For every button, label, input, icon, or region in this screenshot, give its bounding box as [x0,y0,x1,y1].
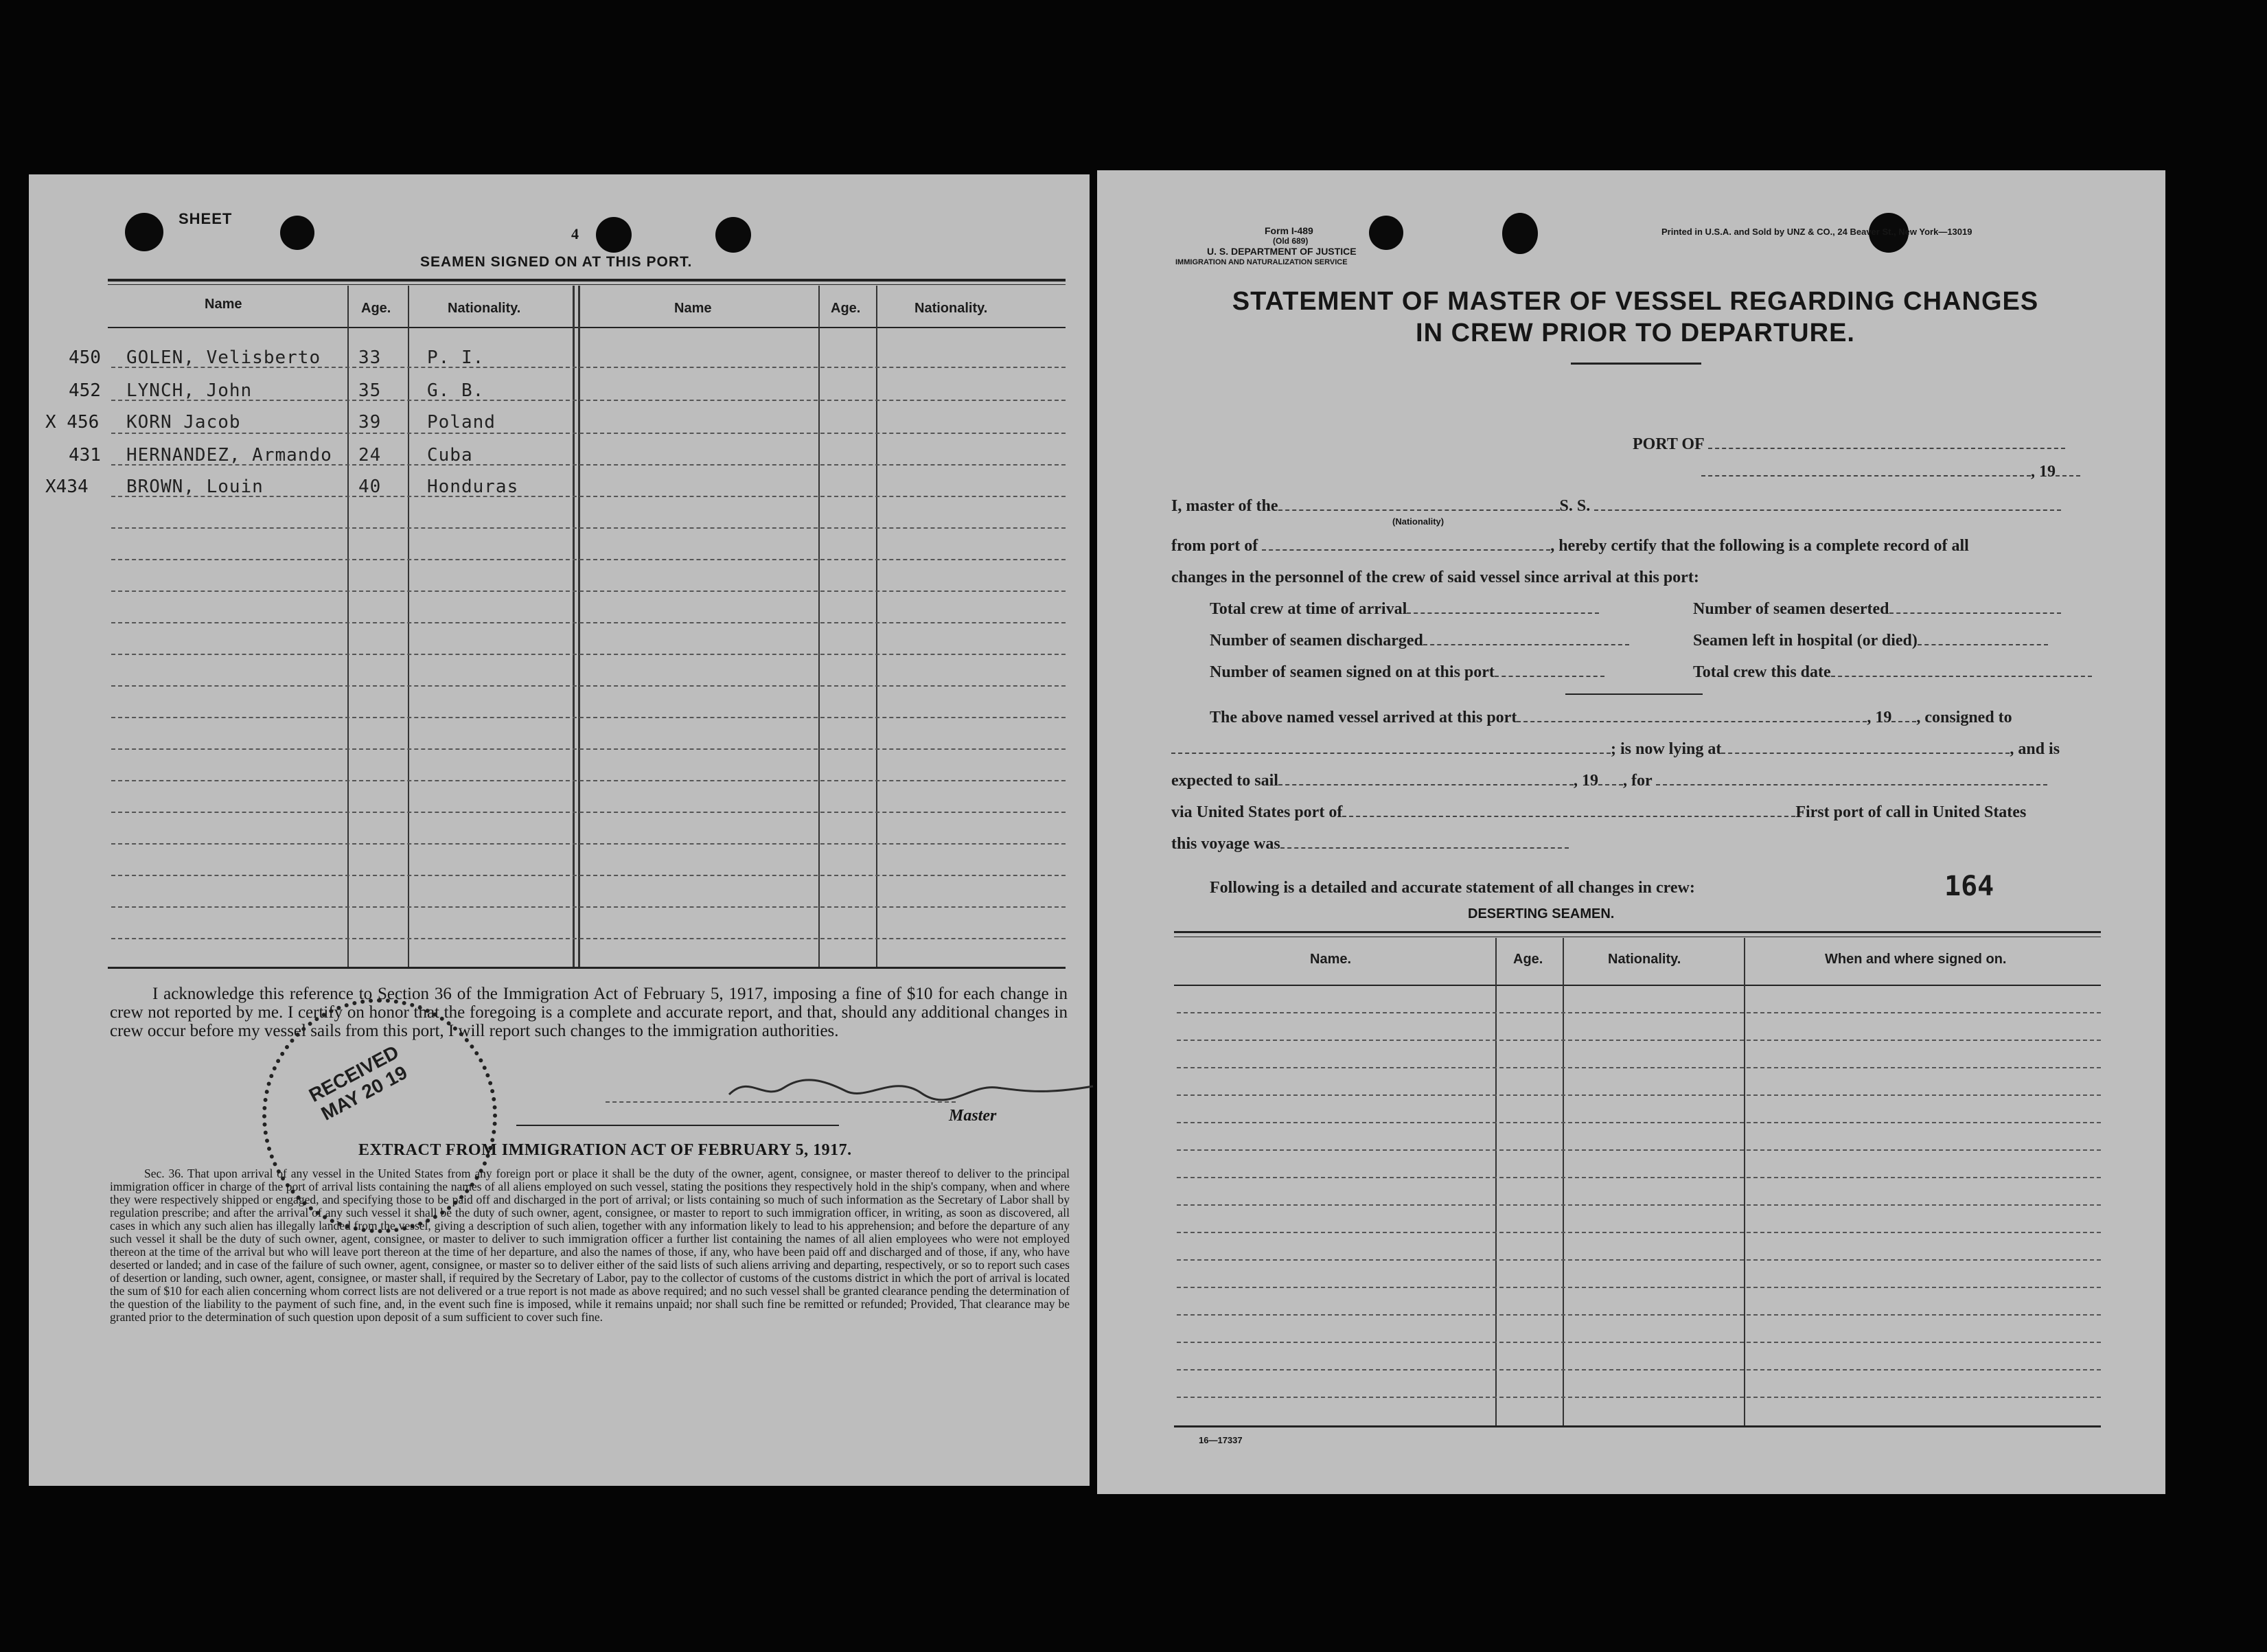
punch-hole [1502,213,1538,254]
column-header: When and where signed on. [1825,952,2007,967]
via-us-port-label: via United States port of [1171,803,1343,821]
row-margin-number: 452 [69,380,101,401]
row-rule [1177,1259,2101,1261]
row-rule [111,812,1066,813]
master-of-text: I, master of the [1171,497,1278,515]
title-underline [1571,363,1701,365]
master-of-line [1171,497,2061,516]
service-name: IMMIGRATION AND NATURALIZATION SERVICE [1175,258,1348,266]
number-signed-on-line [1210,663,1604,682]
row-rule [1177,1012,2101,1013]
column-header: Name [205,297,242,312]
arrived-line: The above named vessel arrived at this port , 19 , consigned to [1210,709,2012,726]
total-crew-date-label: Total crew this date [1693,663,1831,681]
section-rule [1565,693,1703,695]
year-prefix: 19 [1875,709,1892,726]
table-top-rule [108,284,1066,285]
table-bottom-rule [108,967,1066,969]
ss-text: S. S. [1559,497,1591,515]
crew-nationality: Cuba [427,445,473,466]
and-is-label: , and is [2010,740,2060,758]
crew-age: 39 [358,412,382,433]
number-discharged-label: Number of seamen discharged [1210,632,1423,650]
column-header: Age. [1513,952,1543,967]
left-page [29,174,1090,1486]
row-rule [1177,1149,2101,1151]
from-port-text: from port of [1171,537,1258,555]
sail-date-field[interactable] [1278,775,1574,785]
row-rule [1177,1314,2101,1316]
year-prefix: 19 [1581,772,1598,790]
master-signature-line [606,1101,956,1103]
row-rule [1177,1397,2101,1398]
form-title-line1: STATEMENT OF MASTER OF VESSEL REGARDING CHANGES [1232,287,2039,316]
crew-nationality: P. I. [427,347,485,368]
number-discharged-field[interactable] [1423,634,1629,645]
from-port-line [1171,537,1969,555]
destination-field[interactable] [1656,775,2047,785]
column-divider [573,286,575,967]
row-rule [1177,1040,2101,1041]
department-name: U. S. DEPARTMENT OF JUSTICE [1207,246,1357,257]
form-title-line2: IN CREW PRIOR TO DEPARTURE. [1416,319,1855,347]
crew-name: KORN Jacob [126,412,241,433]
row-rule [1177,1177,2101,1178]
row-rule [111,748,1066,750]
table-header-rule [108,327,1066,328]
row-rule [111,780,1066,781]
row-rule [111,527,1066,529]
this-voyage-label: this voyage was [1171,835,1280,853]
column-header: Name [674,301,712,316]
port-of-field[interactable] [1708,438,2065,449]
left-hospital-line [1693,632,2048,650]
row-rule [111,433,1066,434]
lying-at-field[interactable] [1721,743,2010,754]
row-margin-number: X434 [45,477,89,497]
row-margin-number: 450 [69,347,101,368]
row-rule [1177,1094,2101,1096]
total-crew-arrival-line [1210,600,1599,619]
row-rule [1177,1204,2101,1206]
year-field[interactable] [2056,466,2080,477]
via-port-line [1171,803,2026,822]
year-field[interactable] [1598,775,1623,785]
column-divider [1744,938,1745,1425]
column-header: Nationality. [448,301,521,316]
date-field[interactable] [1701,466,2031,477]
desert-table-header-rule [1174,985,2101,986]
crew-age: 24 [358,445,382,466]
master-label: Master [949,1107,997,1125]
desert-table-bottom [1174,1425,2101,1427]
right-page [1097,170,2165,1494]
certify-text: , hereby certify that the following is a complete record of all [1550,537,1969,555]
column-header: Age. [831,301,861,316]
row-rule [111,938,1066,939]
sheet-label: SHEET [179,210,233,227]
expected-to-sail-label: expected to sail [1171,772,1278,790]
crew-name: HERNANDEZ, Armando [126,445,332,466]
port-of-label [1633,435,2065,454]
punch-hole [596,217,632,253]
form-old-number: (Old 689) [1273,236,1309,246]
arrived-label: The above named vessel arrived at this port [1210,709,1517,726]
extract-body: Sec. 36. That upon arrival of any vessel in the United States from any foreign port or place it shall be the duty of the owner, agent, consignee, or master thereof to deliver to the principal immigration officer in charge of the port of arrival lists containing the names of all aliens employed on such vessel, stating the positions they respectively hold in the ship's company, when and where they were respectively shipped or engaged, and specifying those to be paid off and discharged in the port of arrival; or lists containing so much of such information as the Secretary of Labor shall by regulation prescribe; and after the arrival of any such vessel it shall be the duty of such owner, agent, consignee, or master to report to such immigration officer, in writing, as soon as discovered, all cases in which any such alien has illegally landed from the vessel, giving a description of such alien, together with any information likely to lead to his apprehension; and before the departure of any such vessel it shall be the duty of such owner, agent, consignee, or master to deliver to such immigration officer a further list containing the names of all alien employees who were not employed thereon at the time of the arrival but who will leave port thereon at the time of her departure, and also the names of those, if any, who have been paid off and discharged and of those, if any, who have deserted or landed; and in case of the failure of such owner, agent, consignee, or master so to deliver either of the said lists of such aliens arriving and departing, respectively, or so to report such cases of desertion or landing, such owner, agent, consignee, or master shall, if required by the Secretary of Labor, pay to the collector of customs of the customs district in which the port of arrival is located the sum of $10 for each alien concerning whom correct lists are not delivered or a true report is not made as above required; and no such vessel shall be granted clearance pending the determination of the question of the liability to the payment of such fine, and, in the event such fine is imposed, while it remains unpaid; nor shall such fine be remitted or refunded; Provided, That clearance may be granted prior to the determination of such question upon deposit of a sum sufficient to cover such fine. [110,1167,1070,1324]
row-rule [111,906,1066,908]
punch-hole [1369,216,1403,250]
total-crew-arrival-field[interactable] [1407,603,1599,614]
left-hospital-label: Seamen left in hospital (or died) [1693,632,1918,650]
total-crew-date-line [1693,663,2092,682]
row-rule [1177,1067,2101,1068]
crew-name: GOLEN, Velisberto [126,347,321,368]
punch-hole [715,217,751,253]
lying-at-line [1171,740,2060,759]
deserting-seamen-title: DESERTING SEAMEN. [1468,906,1615,921]
row-rule [1177,1122,2101,1123]
column-header: Age. [361,301,391,316]
number-deserted-line [1693,600,2061,619]
nationality-field[interactable] [1278,500,1560,511]
column-divider [1563,938,1564,1425]
extract-title: EXTRACT FROM IMMIGRATION ACT OF FEBRUARY 5, 1917. [358,1141,852,1159]
changes-line: changes in the personnel of the crew of said vessel since arrival at this port: [1171,569,1699,586]
crew-age: 40 [358,477,382,497]
row-rule [1177,1287,2101,1288]
row-rule [111,843,1066,845]
punch-hole [280,216,314,250]
crew-name: LYNCH, John [126,380,253,401]
following-line: Following is a detailed and accurate statement of all changes in crew: [1210,879,1695,897]
column-divider [578,286,580,967]
footer-code: 16—17337 [1199,1435,1243,1445]
row-rule [1177,1342,2101,1343]
extract-rule [516,1125,839,1126]
total-crew-date-field[interactable] [1831,666,2092,677]
row-rule [111,685,1066,687]
row-rule [111,400,1066,401]
crew-nationality: Honduras [427,477,519,497]
row-margin-number: X 456 [45,412,100,433]
now-lying-at-label: ; is now lying at [1611,740,1722,758]
first-port-label: First port of call in United States [1795,803,2027,821]
punch-hole [125,213,163,251]
page-number: 4 [571,225,579,242]
stamp-text: RECEIVED MAY 20 19 [305,1041,411,1125]
row-rule [111,622,1066,623]
number-deserted-field[interactable] [1889,603,2061,614]
voyage-line [1171,835,1569,853]
from-port-field[interactable] [1262,540,1550,551]
vessel-name-field[interactable] [1594,500,2061,511]
row-rule [111,717,1066,718]
date-line: , 19 [1701,463,2080,481]
number-signed-on-label: Number of seamen signed on at this port [1210,663,1495,681]
total-crew-arrival-label: Total crew at time of arrival [1210,600,1407,618]
number-discharged-line [1210,632,1629,650]
column-divider [818,286,820,967]
row-rule [1177,1232,2101,1233]
printer-line: Printed in U.S.A. and Sold by UNZ & CO., 24 Beaver St., New York—13019 [1661,227,1972,237]
port-of-text: PORT OF [1633,435,1704,453]
column-divider [408,286,409,967]
stamped-number: 164 [1944,871,1994,902]
column-header: Name. [1310,952,1352,967]
year-field[interactable] [1891,711,1916,722]
consignee-field[interactable] [1171,743,1611,754]
column-header: Nationality. [914,301,988,316]
crew-nationality: G. B. [427,380,485,401]
form-number: Form I-489 [1265,225,1313,236]
row-rule [111,590,1066,592]
left-page-title: SEAMEN SIGNED ON AT THIS PORT. [420,254,693,270]
row-rule [111,559,1066,560]
column-divider [876,286,877,967]
number-deserted-label: Number of seamen deserted [1693,600,1889,618]
left-hospital-field[interactable] [1918,634,2048,645]
consigned-to-label: , consigned to [1916,709,2012,726]
for-label: , for [1622,772,1653,790]
crew-name: BROWN, Louin [126,477,264,497]
year-prefix: 19 [2039,463,2056,481]
arrival-date-field[interactable] [1517,711,1867,722]
expected-sail-line: expected to sail , 19 , for [1171,772,2047,790]
crew-age: 33 [358,347,382,368]
row-rule [1177,1369,2101,1370]
desert-table-top [1174,931,2101,933]
row-rule [111,875,1066,876]
row-margin-number: 431 [69,445,101,466]
table-top-rule [108,279,1066,282]
row-rule [111,654,1066,655]
column-divider [347,286,349,967]
via-port-field[interactable] [1342,806,1795,817]
crew-age: 35 [358,380,382,401]
acknowledgement-text: I acknowledge this reference to Section 36 of the Immigration Act of February 5, 1917, imposing a fine of $10 for each change in crew not reported by me. I certify on honor that the foregoing is a complete and accurate report, and that, should any additional changes in crew occur before my vessel sails from this port, I will report such changes to the immigration authorities. [110,985,1068,1040]
crew-nationality: Poland [427,412,496,433]
column-divider [1495,938,1497,1425]
column-header: Nationality. [1608,952,1681,967]
nationality-caption: (Nationality) [1392,516,1445,527]
number-signed-on-field[interactable] [1495,666,1604,677]
voyage-field[interactable] [1280,838,1569,849]
